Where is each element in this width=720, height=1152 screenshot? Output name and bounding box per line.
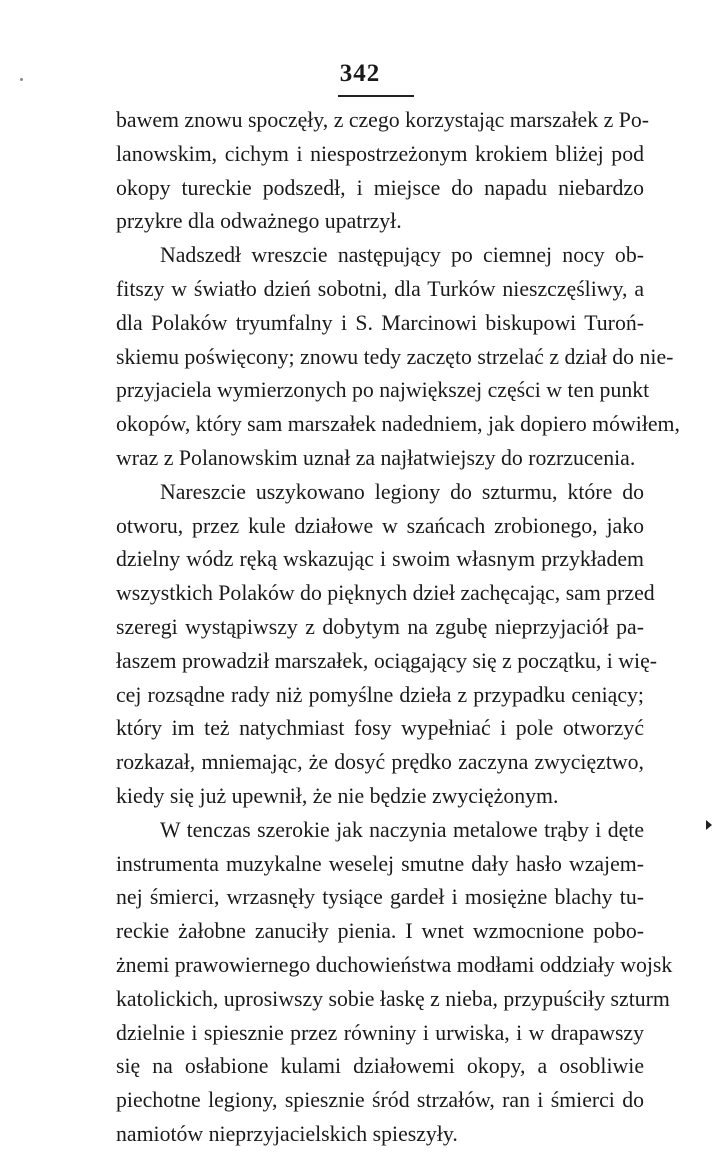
text-line: fitszy w światło dzień sobotni, dla Turków nieszczęśliwy, a bbox=[116, 276, 644, 301]
text-line: skiemu poświęcony; znowu tedy zaczęto strzelać z dział do nie- bbox=[116, 344, 674, 369]
text-line: Nareszcie uszykowano legiony do szturmu, które do bbox=[160, 479, 644, 504]
text-line: katolickich, uprosiwszy sobie łaskę z nieba, przypuściły szturm bbox=[116, 986, 670, 1011]
paragraph bbox=[116, 239, 680, 476]
text-line: W tenczas szerokie jak naczynia metalowe trąby i dęte bbox=[160, 817, 644, 842]
text-line: dla Polaków tryumfalny i S. Marcinowi biskupowi Turoń- bbox=[116, 310, 644, 335]
body-text bbox=[116, 104, 680, 1152]
text-line: się na osłabione kulami działowemi okopy, a osobliwie bbox=[116, 1054, 644, 1079]
text-line: Nadszedł wreszcie następujący po ciemnej nocy ob- bbox=[160, 243, 644, 268]
text-line: otworu, przez kule działowe w szańcach zrobionego, jako bbox=[116, 513, 644, 538]
text-line: lanowskim, cichym i niespostrzeżonym krokiem bliżej pod bbox=[116, 141, 644, 166]
text-line: dzielnie i spiesznie przez równiny i urwiska, i w drapawszy bbox=[116, 1020, 644, 1045]
text-line: przyjaciela wymierzonych po największej części w ten punkt bbox=[116, 378, 650, 403]
text-line: wszystkich Polaków do pięknych dzieł zachęcając, sam przed bbox=[116, 581, 655, 606]
text-line: bawem znowu spoczęły, z czego korzystając marszałek z Po- bbox=[116, 108, 649, 132]
text-line: okopy tureckie podszedł, i miejsce do napadu niebardzo bbox=[116, 175, 644, 200]
page-number: 342 bbox=[339, 60, 381, 87]
text-line: wraz z Polanowskim uznał za najłatwiejszy do rozrzucenia. bbox=[116, 445, 636, 470]
text-line: łaszem prowadził marszałek, ociągający się z początku, i wię- bbox=[116, 648, 658, 673]
text-line: kiedy się już upewnił, że nie będzie zwyciężonym. bbox=[116, 783, 559, 808]
text-line: cej rozsądne rady niż pomyślne dzieła z przypadku ceniący; bbox=[116, 682, 644, 707]
text-line: żnemi prawowiernego duchowieństwa modłami oddziały wojsk bbox=[116, 952, 673, 977]
text-line: okopów, który sam marszałek nadedniem, jak dopiero mówiłem, bbox=[116, 412, 680, 437]
text-line: szeregi wystąpiwszy z dobytym na zgubę nieprzyjaciół pa- bbox=[116, 614, 644, 639]
text-line: rozkazał, mniemając, że dosyć prędko zaczyna zwycięztwo, bbox=[116, 750, 644, 775]
text-line: nej śmierci, wrzasnęły tysiące gardeł i mosiężne blachy tu- bbox=[116, 885, 644, 910]
paragraph bbox=[116, 104, 649, 239]
text-line: instrumenta muzykalne weselej smutne dały hasło wzajem- bbox=[116, 851, 644, 876]
text-line: przykre dla odważnego upatrzył. bbox=[116, 209, 402, 234]
text-line: reckie żałobne zanuciły pienia. I wnet wzmocnione pobo- bbox=[116, 919, 644, 944]
text-line: namiotów nieprzyjacielskich spieszyły. bbox=[116, 1121, 458, 1146]
header-rule bbox=[338, 95, 414, 97]
text-line: który im też natychmiast fosy wypełniać i pole otworzyć bbox=[116, 716, 644, 741]
text-line: dzielny wódz ręką wskazując i swoim własnym przykładem bbox=[116, 547, 644, 572]
text-line: piechotne legiony, spiesznie śród strzałów, ran i śmierci do bbox=[116, 1088, 644, 1113]
margin-arrow-mark bbox=[706, 820, 712, 830]
paragraph bbox=[116, 476, 658, 814]
paragraph bbox=[116, 814, 673, 1152]
